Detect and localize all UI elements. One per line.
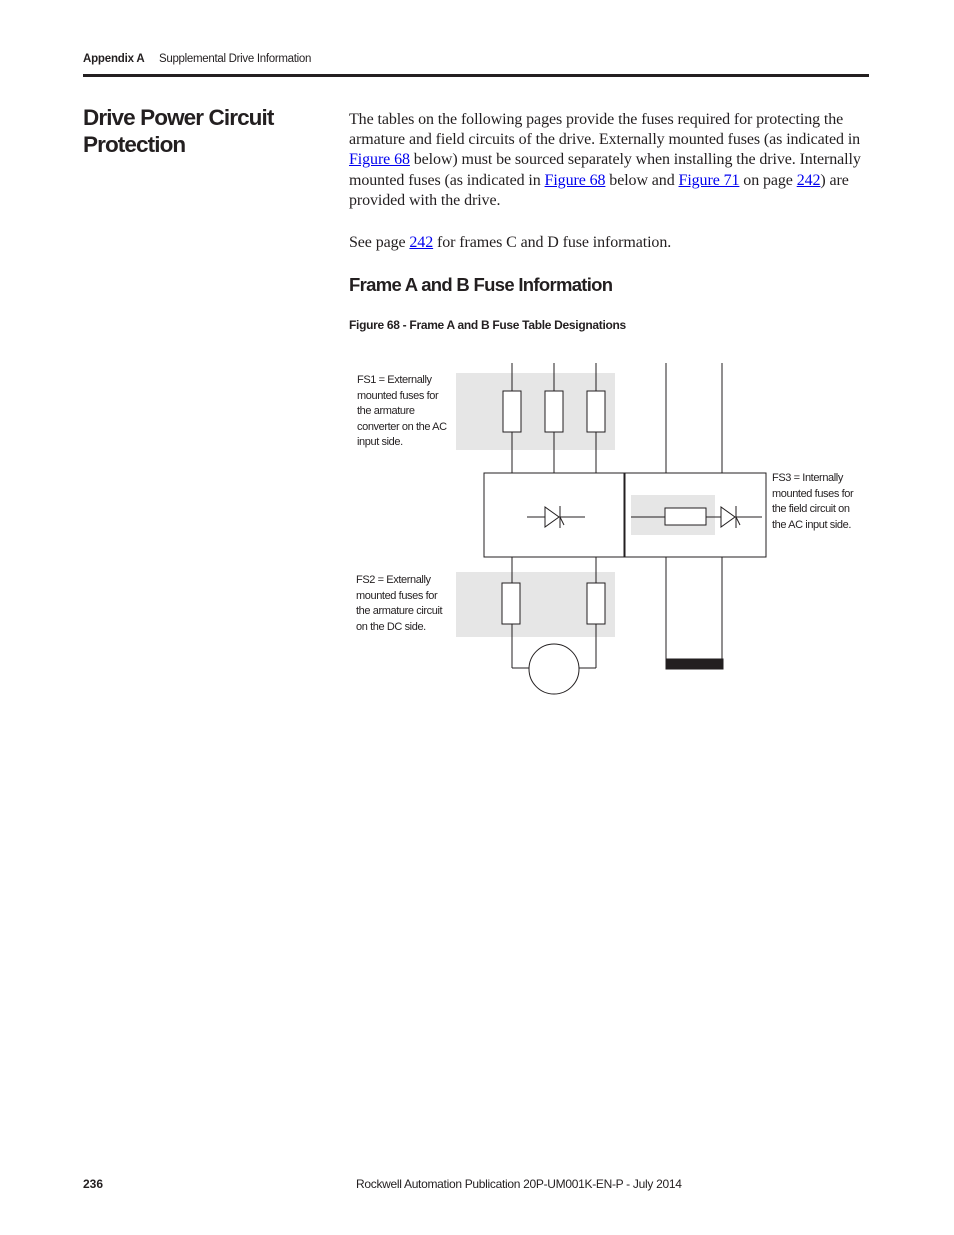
page-number: 236 xyxy=(83,1177,104,1191)
fs1-fuse-2 xyxy=(545,391,563,432)
page-242-link[interactable]: 242 xyxy=(796,171,821,189)
figure-68-link-2[interactable]: Figure 68 xyxy=(544,171,606,189)
fs1-note: FS1 = Externally mounted fuses for the armature converter on the AC input side. xyxy=(357,374,447,448)
section-title: Drive Power Circuit Protection xyxy=(83,105,274,157)
publication-info: Rockwell Automation Publication 20P-UM001K-EN-P - July 2014 xyxy=(356,1177,682,1191)
intro-text-1: The tables on the following pages provide the fuses required for protecting the armature and field circuits of the drive. Externally mounted fuses (as indicated in xyxy=(349,111,861,149)
see-page-suffix: for frames C and D fuse information. xyxy=(433,234,672,251)
header-title: Supplemental Drive Information xyxy=(159,53,312,65)
page-242-link-2[interactable]: 242 xyxy=(409,234,434,251)
see-page-prefix: See page xyxy=(349,234,410,251)
fs3-fuse xyxy=(665,508,706,525)
fs1-fuse-3 xyxy=(587,391,605,432)
fs2-note: FS2 = Externally mounted fuses for the armature circuit on the DC side. xyxy=(356,574,443,633)
figure-caption: Figure 68 - Frame A and B Fuse Table Designations xyxy=(349,318,626,332)
fs3-note: FS3 = Internally mounted fuses for the field circuit on the AC input side. xyxy=(772,472,854,531)
intro-text-4: on page xyxy=(739,171,797,189)
intro-text-2: below) must be sourced separately when installing the drive. Internally mounted fuses (as indicated in xyxy=(349,151,861,189)
fs2-fuse-1 xyxy=(502,583,520,624)
subheading: Frame A and B Fuse Information xyxy=(349,274,613,295)
fs2-fuse-2 xyxy=(587,583,605,624)
field-winding xyxy=(666,659,723,669)
figure-71-link[interactable]: Figure 71 xyxy=(678,171,740,189)
figure-68-link[interactable]: Figure 68 xyxy=(349,151,410,169)
fs1-fuse-1 xyxy=(503,391,521,432)
intro-text-3: below and xyxy=(605,171,679,189)
motor-circle xyxy=(529,644,579,694)
header-appendix: Appendix A xyxy=(83,53,145,65)
intro-text-5: ) are provided with the drive. xyxy=(349,171,849,209)
